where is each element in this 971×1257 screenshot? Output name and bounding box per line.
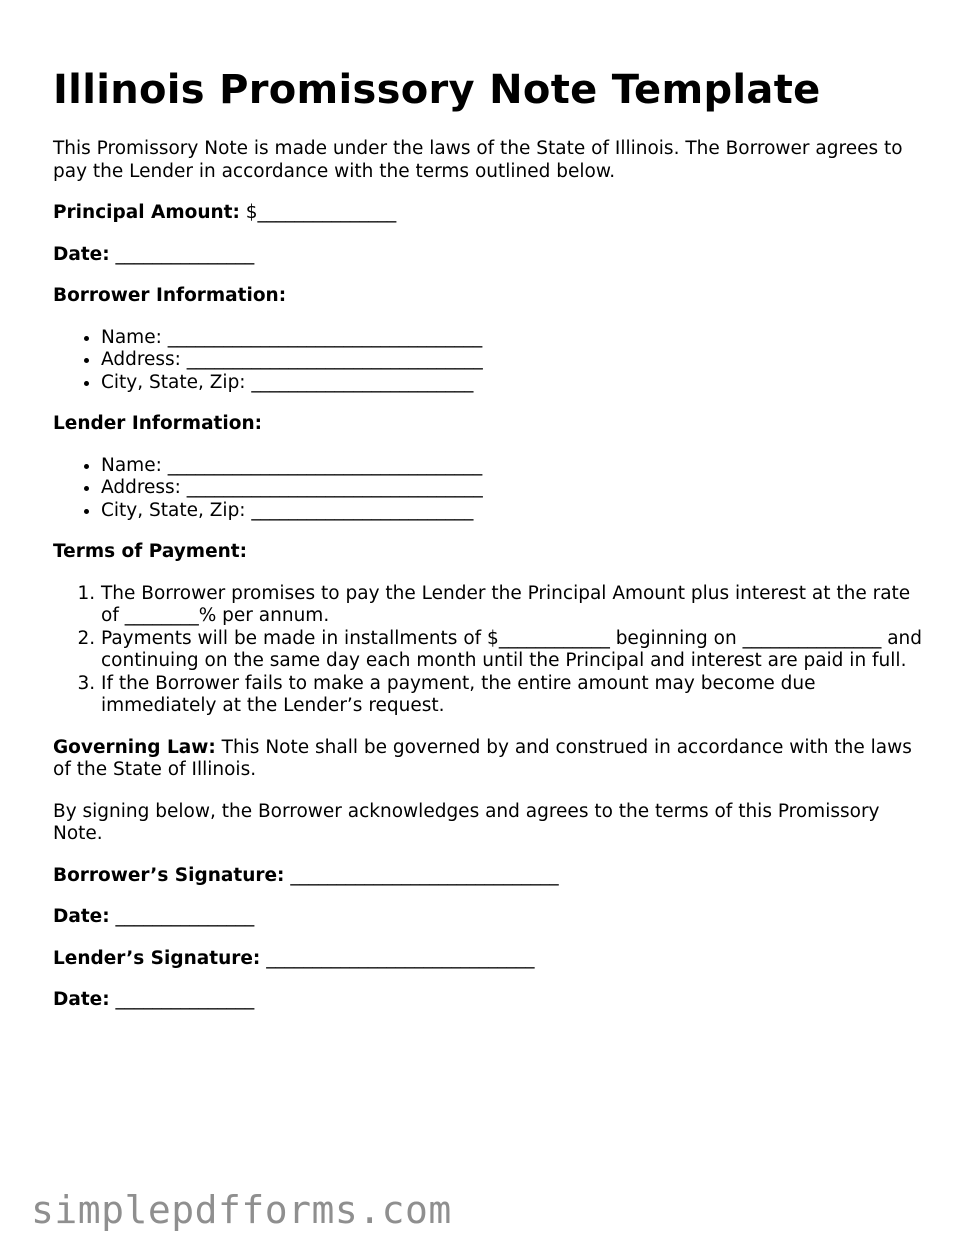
terms-of-payment-label: Terms of Payment:	[53, 541, 248, 562]
list-item: • Name: __________________________________	[101, 455, 923, 478]
terms-of-payment-list	[53, 583, 923, 718]
list-item: • Address: ________________________________	[101, 349, 923, 372]
principal-amount-blank: $_______________	[239, 202, 397, 223]
lender-information-list	[53, 455, 923, 523]
lender-information-label: Lender Information:	[53, 413, 263, 434]
list-item: • City, State, Zip: ________________________	[101, 372, 923, 395]
borrower-date-label: Date:	[53, 906, 110, 927]
principal-amount-field	[53, 202, 923, 225]
lender-information-heading	[53, 413, 923, 436]
terms-of-payment-heading	[53, 541, 923, 564]
borrower-signature-label: Borrower’s Signature:	[53, 864, 285, 886]
document-title: Illinois Promissory Note Template	[53, 67, 821, 113]
governing-law-label: Governing Law:	[53, 736, 216, 758]
list-item: • Address: ________________________________	[101, 477, 923, 500]
principal-amount-label: Principal Amount:	[53, 202, 240, 223]
governing-law-paragraph	[53, 737, 923, 782]
date-blank: _______________	[109, 243, 255, 265]
date-label: Date:	[53, 243, 110, 265]
list-item: 3. If the Borrower fails to make a payment, the entire amount may become due immediately at the Lender’s request.	[101, 673, 923, 718]
document-page	[53, 62, 923, 1031]
lender-date-blank: _______________	[109, 989, 255, 1010]
date-field	[53, 244, 923, 267]
site-watermark: simplepdfforms.com	[31, 1188, 452, 1232]
list-item: 2. Payments will be made in installments of $____________ beginning on _______________ and continuing on the same day each month until the Principal and interest are paid in full.	[101, 628, 923, 673]
list-item: • City, State, Zip: ________________________	[101, 500, 923, 523]
lender-date-label: Date:	[53, 989, 110, 1010]
borrower-information-label: Borrower Information:	[53, 285, 287, 306]
borrower-date-blank: _______________	[109, 906, 255, 927]
lender-signature-field	[53, 948, 923, 971]
lender-signature-blank: _____________________________	[260, 947, 535, 969]
list-item: • Name: __________________________________	[101, 327, 923, 350]
borrower-date-field	[53, 906, 923, 929]
acknowledgement-paragraph: By signing below, the Borrower acknowledges and agrees to the terms of this Promissory Note.	[53, 800, 880, 844]
lender-signature-label: Lender’s Signature:	[53, 947, 261, 969]
governing-law-text: This Note shall be governed by and construed in accordance with the laws of the State of Illinois.	[53, 736, 912, 780]
intro-paragraph: This Promissory Note is made under the laws of the State of Illinois. The Borrower agrees to pay the Lender in accordance with the terms outlined below.	[53, 138, 903, 182]
borrower-information-list	[53, 327, 923, 395]
borrower-signature-blank: _____________________________	[284, 864, 559, 886]
list-item: 1. The Borrower promises to pay the Lender the Principal Amount plus interest at the rate of ________% per annum.	[101, 583, 923, 628]
borrower-signature-field	[53, 865, 923, 888]
lender-date-field	[53, 989, 923, 1012]
borrower-information-heading	[53, 285, 923, 308]
